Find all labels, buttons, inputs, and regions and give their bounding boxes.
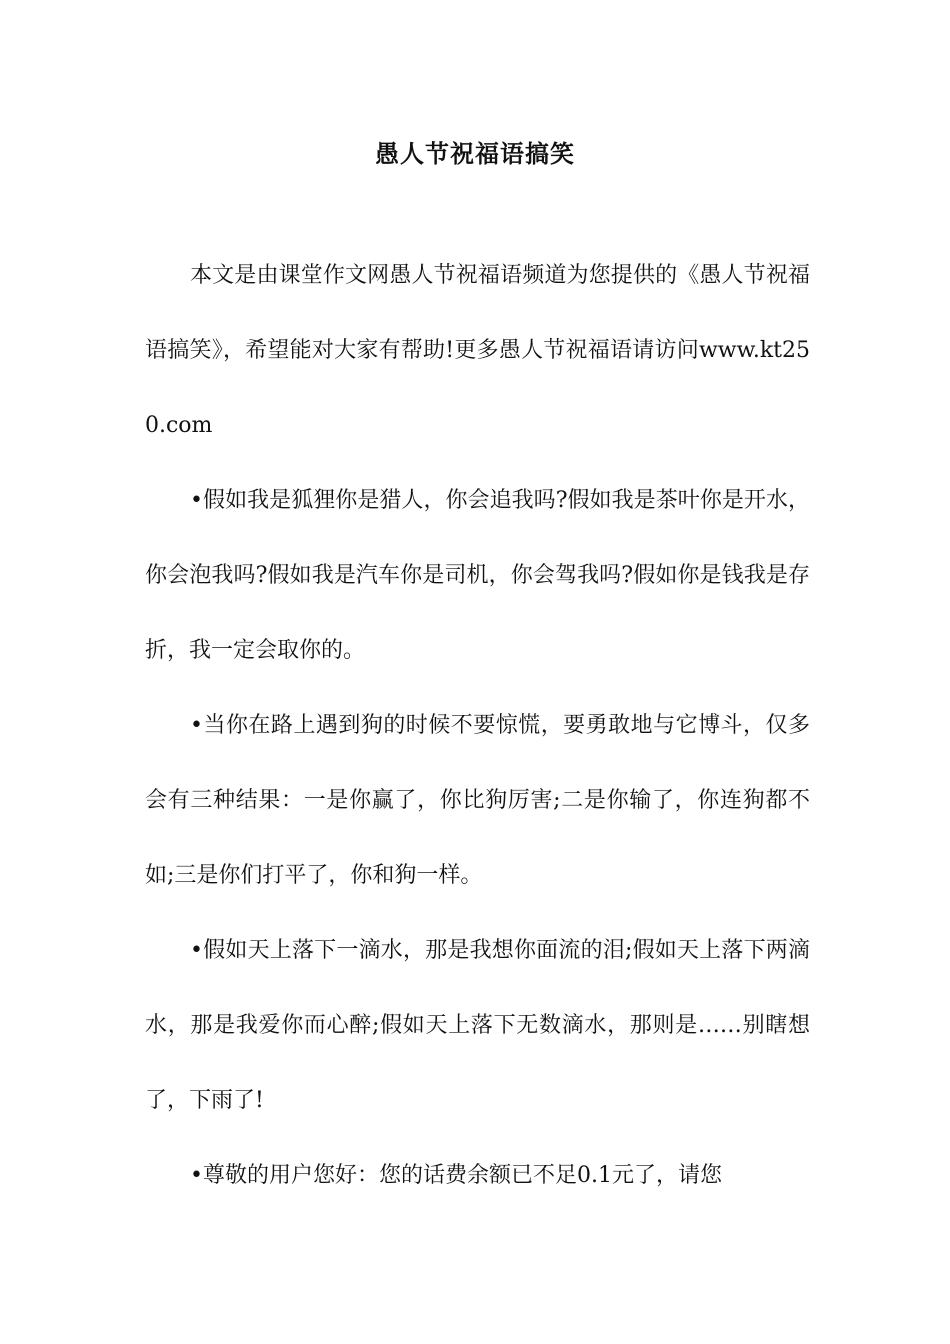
joke-paragraph-1: •假如我是狐狸你是猎人，你会追我吗?假如我是茶叶你是开水，你会泡我吗?假如我是汽车你是司机，你会驾我吗?假如你是钱我是存折，我一定会取你的。 xyxy=(145,488,810,663)
intro-paragraph: 本文是由课堂作文网愚人节祝福语频道为您提供的《愚人节祝福语搞笑》，希望能对大家有帮助!更多愚人节祝福语请访问www.kt250.com xyxy=(145,263,810,438)
page-title: 愚人节祝福语搞笑 xyxy=(375,139,575,168)
joke-paragraph-4: •尊敬的用户您好：您的话费余额已不足0.1元了，请您 xyxy=(190,1163,722,1188)
joke-paragraph-3: •假如天上落下一滴水，那是我想你面流的泪;假如天上落下两滴水，那是我爱你而心醉;假如天上落下无数滴水，那则是……别瞎想了，下雨了! xyxy=(145,938,810,1113)
joke-paragraph-2: •当你在路上遇到狗的时候不要惊慌，要勇敢地与它博斗，仅多会有三种结果：一是你赢了，你比狗厉害;二是你输了，你连狗都不如;三是你们打平了，你和狗一样。 xyxy=(145,713,810,888)
